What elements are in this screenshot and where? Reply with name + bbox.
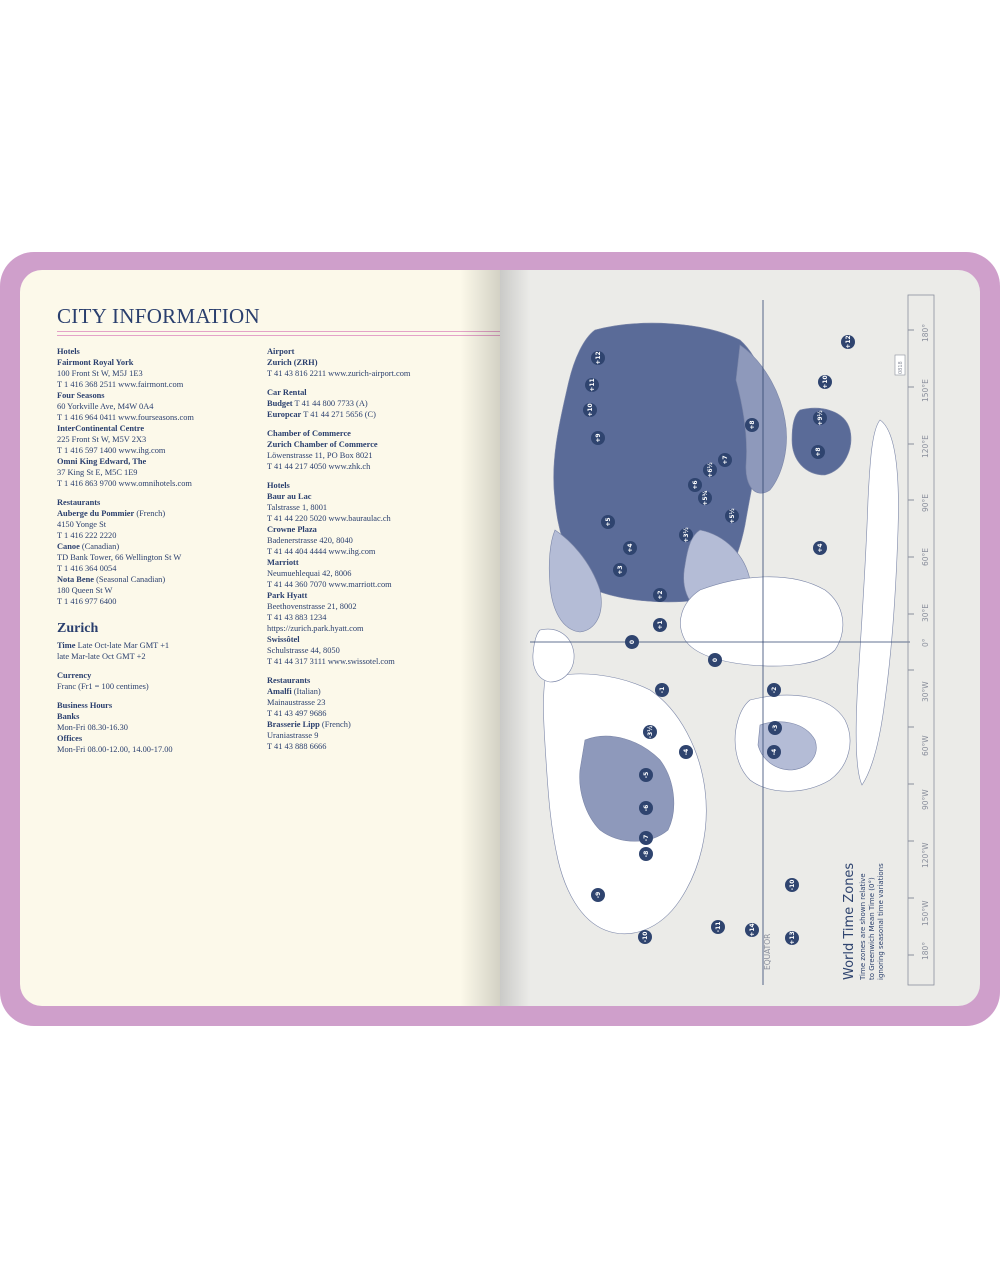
zone-marker [745, 418, 759, 432]
svg-text:+3½: +3½ [683, 527, 690, 543]
airport-name: Zurich (ZRH) [267, 358, 318, 367]
zone-marker [841, 335, 855, 349]
hotel-entry [267, 524, 472, 557]
right-page [500, 270, 980, 1006]
zone-marker [643, 725, 657, 739]
svg-text:+3: +3 [617, 565, 624, 575]
svg-text:-1: -1 [659, 686, 666, 694]
currency-heading: Currency [57, 671, 92, 680]
restaurant-entry [57, 574, 262, 607]
svg-text:+4: +4 [627, 543, 634, 553]
map-subtitle-3: ignoring seasonal time variations [877, 863, 885, 980]
hotel-address: Beethovenstrasse 21, 8002 [267, 602, 357, 611]
lon-label: 60°W [921, 735, 930, 756]
time-value: Late Oct-late Mar GMT +1 [75, 641, 170, 650]
zone-marker [585, 378, 599, 392]
hotel-website: https://zurich.park.hyatt.com [267, 624, 364, 633]
banks-heading: Banks [57, 712, 80, 721]
zone-marker [818, 375, 832, 389]
lon-label: 0° [921, 638, 930, 647]
africa-landmass [680, 577, 842, 666]
offices-heading: Offices [57, 734, 83, 743]
map-subtitle-2: to Greenwich Mean Time (0°) [868, 877, 876, 980]
lon-label: 60°E [921, 547, 930, 566]
zone-marker [601, 515, 615, 529]
page-gutter-shadow [460, 270, 500, 1006]
lon-label: 90°W [921, 789, 930, 810]
chamber-heading: Chamber of Commerce [267, 429, 351, 438]
zone-marker [623, 541, 637, 555]
hotel-name: Fairmont Royal York [57, 358, 134, 367]
map-subtitle-1: Time zones are shown relative [859, 873, 867, 980]
restaurant-address: Uraniastrasse 9 [267, 731, 319, 740]
map-title-block [842, 863, 885, 981]
hotel-name: InterContinental Centre [57, 424, 145, 433]
hotel-contact: T 1 416 597 1400 www.ihg.com [57, 446, 166, 455]
zone-marker [639, 831, 653, 845]
hotels-heading: Hotels [267, 481, 290, 490]
car-rental-heading: Car Rental [267, 388, 307, 397]
svg-text:+10: +10 [822, 375, 829, 389]
hotel-contact: T 1 416 863 9700 www.omnihotels.com [57, 479, 192, 488]
zone-marker [653, 588, 667, 602]
restaurant-cuisine: (French) [319, 720, 351, 729]
hotel-contact: T 41 44 404 4444 www.ihg.com [267, 547, 376, 556]
restaurant-name: Canoe [57, 542, 80, 551]
svg-text:+6½: +6½ [707, 462, 714, 478]
restaurant-phone: T 41 43 497 9686 [267, 709, 327, 718]
banks-hours: Mon-Fri 08.30-16.30 [57, 723, 128, 732]
zone-marker [767, 683, 781, 697]
svg-text:+10: +10 [587, 403, 594, 417]
hotel-address: Schulstrasse 44, 8050 [267, 646, 340, 655]
lon-label: 30°E [921, 603, 930, 622]
svg-text:-2: -2 [771, 686, 778, 694]
hotel-address: 100 Front St W, M5J 1E3 [57, 369, 143, 378]
chamber-contact: T 41 44 217 4050 www.zhk.ch [267, 462, 371, 471]
hotel-entry [57, 390, 262, 423]
svg-text:-3½: -3½ [647, 725, 654, 739]
hotel-name: Park Hyatt [267, 591, 308, 600]
restaurant-address: Mainaustrasse 23 [267, 698, 326, 707]
restaurant-cuisine: (Italian) [291, 687, 321, 696]
svg-text:+13: +13 [789, 931, 796, 945]
hotel-name: Baur au Lac [267, 492, 312, 501]
restaurant-name: Amalfi [267, 687, 292, 696]
hotel-entry [57, 456, 262, 489]
hotel-contact: T 41 44 220 5020 www.bauraulac.ch [267, 514, 391, 523]
equator-label: EQUATOR [763, 933, 772, 970]
svg-text:+1: +1 [657, 620, 664, 630]
svg-text:+4: +4 [817, 543, 824, 553]
info-column-2 [267, 346, 472, 752]
zone-marker [591, 431, 605, 445]
zone-marker [711, 920, 725, 934]
page-title: CITY INFORMATION [57, 304, 260, 328]
svg-text:0: 0 [712, 657, 719, 663]
restaurant-phone: T 1 416 364 0054 [57, 564, 117, 573]
zone-marker [591, 351, 605, 365]
hotel-entry [267, 634, 472, 667]
zone-marker [813, 541, 827, 555]
hotel-address: 225 Front St W, M5V 2X3 [57, 435, 147, 444]
restaurant-cuisine: (Seasonal Canadian) [93, 575, 166, 584]
world-time-zone-map [500, 270, 980, 1006]
restaurant-entry [267, 719, 472, 752]
page-badge-text: 0818 [898, 361, 904, 374]
lon-label: 180° [921, 941, 930, 960]
currency-value: Franc (Fr1 = 100 centimes) [57, 682, 149, 691]
zone-marker [625, 635, 639, 649]
zone-marker [638, 930, 652, 944]
hotel-address: Talstrasse 1, 8001 [267, 503, 328, 512]
hotel-address: 37 King St E, M5C 1E9 [57, 468, 138, 477]
time-value-2: late Mar-late Oct GMT +2 [57, 652, 146, 661]
svg-text:+8: +8 [815, 447, 822, 457]
car-rental-phone: T 41 44 271 5656 (C) [301, 410, 376, 419]
car-rental-name: Budget [267, 399, 293, 408]
hotel-name: Marriott [267, 558, 299, 567]
hotel-entry [267, 491, 472, 524]
chamber-address: Löwenstrasse 11, PO Box 8021 [267, 451, 373, 460]
restaurant-address: 4150 Yonge St [57, 520, 107, 529]
car-rental-phone: T 41 44 800 7733 (A) [292, 399, 368, 408]
svg-text:+8: +8 [749, 420, 756, 430]
zone-marker [768, 721, 782, 735]
hotel-entry [267, 557, 472, 590]
hotel-contact: T 41 44 317 3111 www.swissotel.com [267, 657, 395, 666]
restaurant-name: Auberge du Pommier [57, 509, 135, 518]
airport-contact: T 41 43 816 2211 www.zurich-airport.com [267, 369, 411, 378]
svg-text:+14: +14 [749, 923, 756, 937]
hotel-entry [57, 423, 262, 456]
svg-text:0: 0 [629, 639, 636, 645]
title-rule-top [57, 331, 500, 332]
chamber-name: Zurich Chamber of Commerce [267, 440, 378, 449]
svg-text:-4: -4 [771, 748, 778, 756]
svg-text:+6: +6 [692, 480, 699, 490]
zone-marker [583, 403, 597, 417]
restaurant-entry [57, 541, 262, 574]
restaurants-heading: Restaurants [57, 498, 101, 507]
svg-text:+5: +5 [605, 517, 612, 527]
offices-hours: Mon-Fri 08.00-12.00, 14.00-17.00 [57, 745, 173, 754]
zone-marker [591, 888, 605, 902]
restaurant-address: 180 Queen St W [57, 586, 113, 595]
restaurant-entry [267, 686, 472, 719]
title-rule-bottom [57, 335, 500, 336]
svg-text:-6: -6 [643, 804, 650, 812]
svg-text:+9½: +9½ [817, 410, 824, 426]
zone-marker [653, 618, 667, 632]
hotel-contact: T 41 44 360 7070 www.marriott.com [267, 580, 392, 589]
restaurant-name: Brasserie Lipp [267, 720, 320, 729]
hotel-entry [57, 357, 262, 390]
restaurant-phone: T 1 416 222 2220 [57, 531, 117, 540]
svg-text:+9: +9 [595, 433, 602, 443]
svg-text:-9: -9 [595, 891, 602, 899]
zone-marker [718, 453, 732, 467]
longitude-scale [895, 295, 934, 985]
svg-text:-4: -4 [683, 748, 690, 756]
city-heading: Zurich [57, 621, 99, 636]
zone-marker [785, 931, 799, 945]
restaurants-heading: Restaurants [267, 676, 311, 685]
antarctica-landmass [856, 420, 898, 785]
svg-text:-10: -10 [789, 879, 796, 891]
restaurant-cuisine: (French) [134, 509, 166, 518]
info-column-1 [57, 346, 262, 755]
zone-marker [639, 801, 653, 815]
restaurant-cuisine: (Canadian) [79, 542, 120, 551]
lon-label: 120°E [921, 435, 930, 458]
zone-marker [688, 478, 702, 492]
zone-marker [613, 563, 627, 577]
zone-marker [745, 923, 759, 937]
restaurant-phone: T 41 43 888 6666 [267, 742, 327, 751]
restaurant-address: TD Bank Tower, 66 Wellington St W [57, 553, 182, 562]
car-rental-name: Europcar [267, 410, 302, 419]
hotel-name: Four Seasons [57, 391, 105, 400]
lon-label: 30°W [921, 681, 930, 702]
hotel-name: Swissôtel [267, 635, 300, 644]
svg-text:+12: +12 [595, 351, 602, 365]
restaurant-entry [57, 508, 262, 541]
zone-marker [811, 445, 825, 459]
lon-label: 180° [921, 323, 930, 342]
lon-label: 150°W [921, 900, 930, 926]
map-title: World Time Zones [842, 862, 857, 980]
lon-label: 120°W [921, 842, 930, 868]
svg-text:+7: +7 [722, 455, 729, 465]
time-label: Time [57, 641, 76, 650]
hotel-contact: T 1 416 964 0411 www.fourseasons.com [57, 413, 194, 422]
hotel-name: Omni King Edward, The [57, 457, 147, 466]
zone-marker [639, 847, 653, 861]
svg-text:-3: -3 [772, 724, 779, 732]
hotel-contact: T 1 416 368 2511 www.fairmont.com [57, 380, 184, 389]
zone-marker [767, 745, 781, 759]
zone-marker [655, 683, 669, 697]
hotel-entry [267, 590, 472, 634]
zone-marker [708, 653, 722, 667]
greenland-landmass [533, 629, 574, 682]
lon-label: 150°E [921, 379, 930, 402]
hotel-address: Badenerstrasse 420, 8040 [267, 536, 353, 545]
lon-label: 90°E [921, 493, 930, 512]
business-hours-heading: Business Hours [57, 701, 113, 710]
hotel-address: 60 Yorkville Ave, M4W 0A4 [57, 402, 154, 411]
hotel-name: Crowne Plaza [267, 525, 317, 534]
zone-marker [639, 768, 653, 782]
svg-text:-7: -7 [643, 834, 650, 842]
hotel-address: Neumuehlequai 42, 8006 [267, 569, 352, 578]
hotel-contact: T 41 43 883 1234 [267, 613, 327, 622]
svg-text:+5½: +5½ [729, 508, 736, 524]
restaurant-name: Nota Bene [57, 575, 94, 584]
zone-marker [679, 745, 693, 759]
svg-text:+2: +2 [657, 590, 664, 600]
svg-text:+12: +12 [845, 335, 852, 349]
svg-text:-10: -10 [642, 931, 649, 943]
zone-marker [785, 878, 799, 892]
svg-text:+11: +11 [589, 378, 596, 392]
hotels-heading: Hotels [57, 347, 80, 356]
svg-text:-11: -11 [715, 921, 722, 933]
svg-text:-8: -8 [643, 850, 650, 858]
left-page [20, 270, 500, 1006]
restaurant-phone: T 1 416 977 6400 [57, 597, 117, 606]
svg-text:-5: -5 [643, 771, 650, 779]
svg-text:+5¾: +5¾ [702, 490, 709, 506]
airport-heading: Airport [267, 347, 295, 356]
